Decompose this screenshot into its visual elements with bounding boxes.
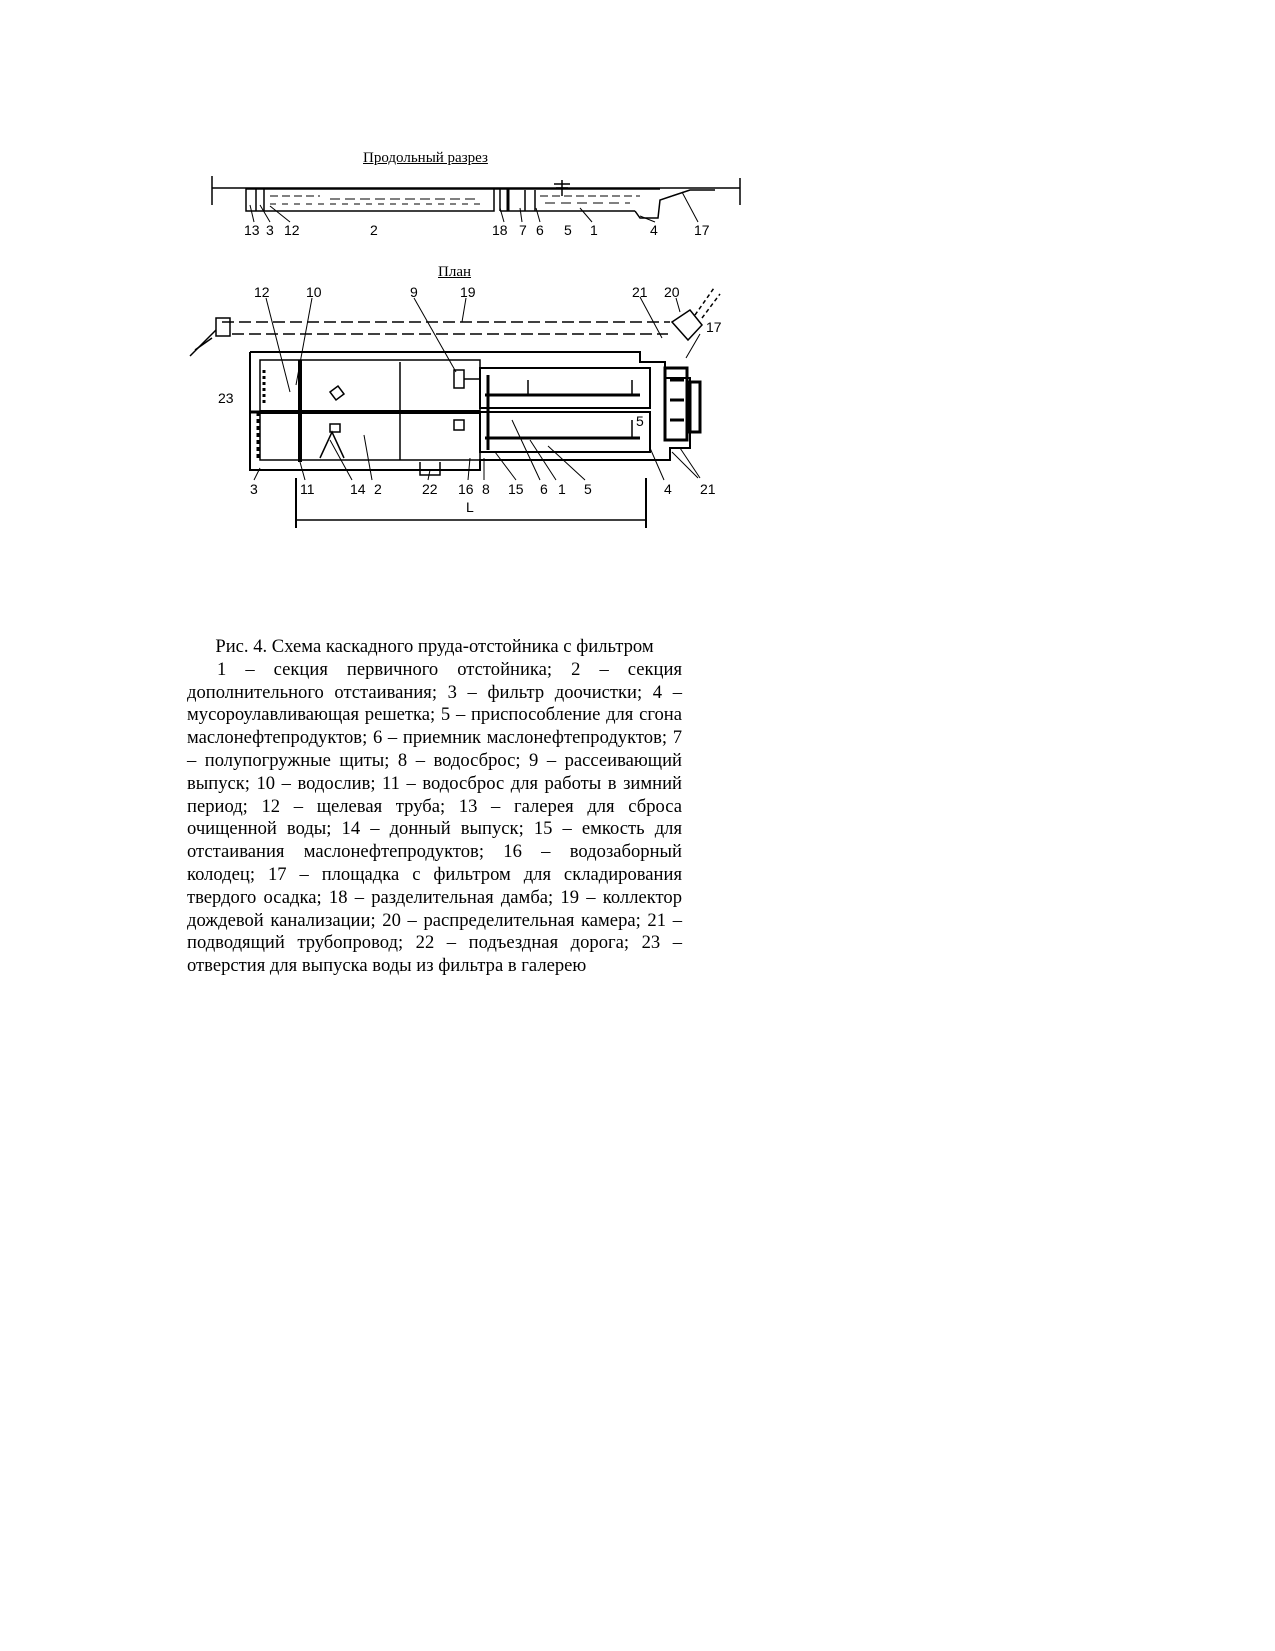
plan-label-5: 5 [584, 481, 592, 497]
plan-label-14: 14 [350, 481, 366, 497]
pond-scheme-drawing [0, 0, 1275, 600]
plan-label-16: 16 [458, 481, 474, 497]
plan-label-4: 4 [664, 481, 672, 497]
section-label-17: 17 [694, 222, 710, 238]
plan-label-22: 22 [422, 481, 438, 497]
section-label-7: 7 [519, 222, 527, 238]
plan-label-9: 9 [410, 284, 418, 300]
plan-label-10: 10 [306, 284, 322, 300]
plan-label-8: 8 [482, 481, 490, 497]
plan-label-3: 3 [250, 481, 258, 497]
section-label-4: 4 [650, 222, 658, 238]
section-label-3: 3 [266, 222, 274, 238]
plan-label-20: 20 [664, 284, 680, 300]
section-label-13: 13 [244, 222, 260, 238]
dimension-label-l: L [466, 499, 474, 515]
plan-label-11: 11 [300, 481, 315, 497]
plan-label-12: 12 [254, 284, 270, 300]
section-label-12: 12 [284, 222, 300, 238]
section-label-5: 5 [564, 222, 572, 238]
caption-title: Рис. 4. Схема каскадного пруда-отстойника с фильтром [215, 636, 654, 657]
plan-view [190, 284, 722, 528]
section-label-2: 2 [370, 222, 378, 238]
figure-caption [187, 636, 682, 978]
section-label-18: 18 [492, 222, 508, 238]
section-label-1: 1 [590, 222, 598, 238]
plan-label-21-bottom: 21 [700, 481, 716, 497]
plan-label-1: 1 [558, 481, 566, 497]
plan-label-15: 15 [508, 481, 524, 497]
plan-view-title: План [438, 264, 472, 280]
plan-label-2: 2 [374, 481, 382, 497]
section-label-6: 6 [536, 222, 544, 238]
caption-legend-text: 1 – секция первичного отстойника; 2 – секция дополнительного отстаивания; 3 – фильтр доочистки; 4 – мусороулавливающая решетка; 5 – приспособление для сгона маслонефтепродуктов; 6 – приемник маслонефтепродуктов; 7 – полупогружные щиты; 8 – водосброс; 9 – рассеивающий выпуск; 10 – водослив; 11 – водосброс для работы в зимний период; 12 – щелевая труба; 13 – галерея для сброса очищенной воды; 14 – донный выпуск; 15 – емкость для отстаивания маслонефтепродуктов; 16 – водозаборный колодец; 17 – площадка с фильтром для складирования твердого осадка; 18 – разделительная дамба; 19 – коллектор дождевой канализации; 20 – распределительная камера; 21 – подводящий трубопровод; 22 – подъездная дорога; 23 – отверстия для выпуска воды из фильтра в галерею [187, 658, 682, 977]
plan-label-17: 17 [706, 319, 722, 335]
plan-label-21-top: 21 [632, 284, 648, 300]
longitudinal-section [212, 176, 740, 238]
plan-label-6: 6 [540, 481, 548, 497]
plan-label-23: 23 [218, 390, 234, 406]
section-view-title: Продольный разрез [363, 150, 488, 166]
plan-inner-label-5: 5 [636, 413, 644, 429]
plan-label-19: 19 [460, 284, 476, 300]
